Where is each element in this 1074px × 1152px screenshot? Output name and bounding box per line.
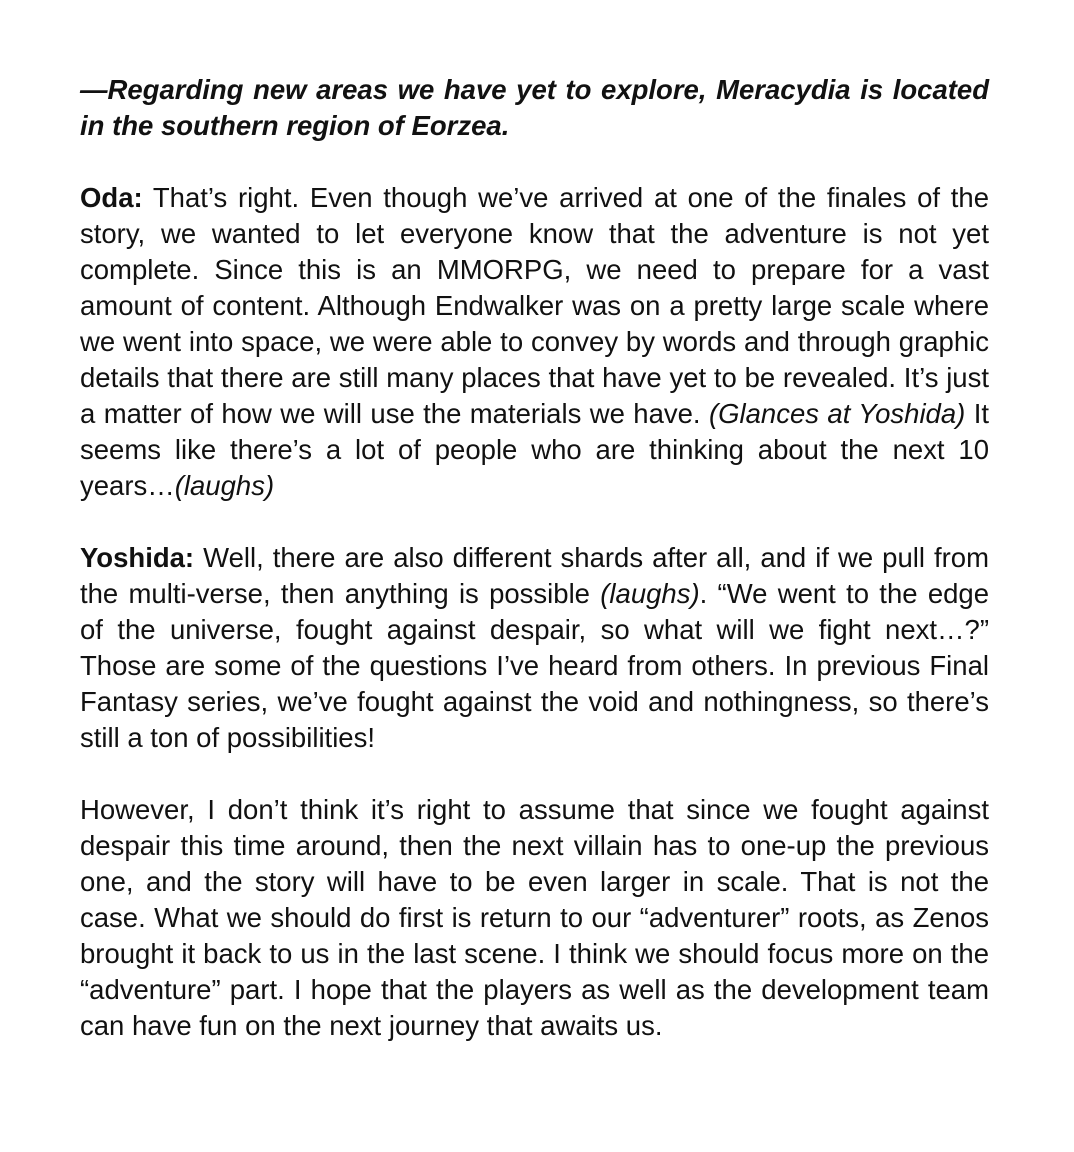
speaker-yoshida: Yoshida:	[80, 542, 195, 573]
yoshida-aside-laughs: (laughs)	[600, 578, 700, 609]
yoshida-closing-paragraph	[80, 792, 989, 1044]
yoshida-answer-text-2: . “We went to the edge of the universe, fought against despair, so what will we fight next…?” Those are some of the questions I’ve heard from others. In previous Final Fantasy series, we’ve fought against the void and nothingness, so there’s still a ton of possibilities!	[80, 578, 989, 753]
oda-answer-text-2: It seems like there’s a lot of people who are thinking about the next 10 years…	[80, 398, 989, 501]
oda-answer-text-1: That’s right. Even though we’ve arrived at one of the finales of the story, we wanted to let everyone know that the adventure is not yet complete. Since this is an MMORPG, we need to prepare for a vast amount of content. Although Endwalker was on a pretty large scale where we went into space, we were able to convey by words and through graphic details that there are still many places that have yet to be revealed. It’s just a matter of how we will use the materials we have.	[80, 182, 989, 429]
oda-answer	[80, 180, 989, 504]
yoshida-answer-text-1: Well, there are also different shards after all, and if we pull from the multi-verse, then anything is possible	[80, 542, 989, 609]
closing-text: However, I don’t think it’s right to assume that since we fought against despair this time around, then the next villain has to one-up the previous one, and the story will have to be even larger in scale. That is not the case. What we should do first is return to our “adventurer” roots, as Zenos brought it back to us in the last scene. I think we should focus more on the “adventure” part. I hope that the players as well as the development team can have fun on the next journey that awaits us.	[80, 794, 989, 1041]
oda-aside-glances: (Glances at Yoshida)	[708, 398, 966, 429]
interview-article	[80, 72, 989, 1080]
speaker-oda: Oda:	[80, 182, 143, 213]
interviewer-question	[80, 72, 989, 144]
question-text: —Regarding new areas we have yet to explore, Meracydia is located in the southern region of Eorzea.	[80, 74, 989, 141]
yoshida-answer	[80, 540, 989, 756]
oda-aside-laughs: (laughs)	[174, 470, 275, 501]
